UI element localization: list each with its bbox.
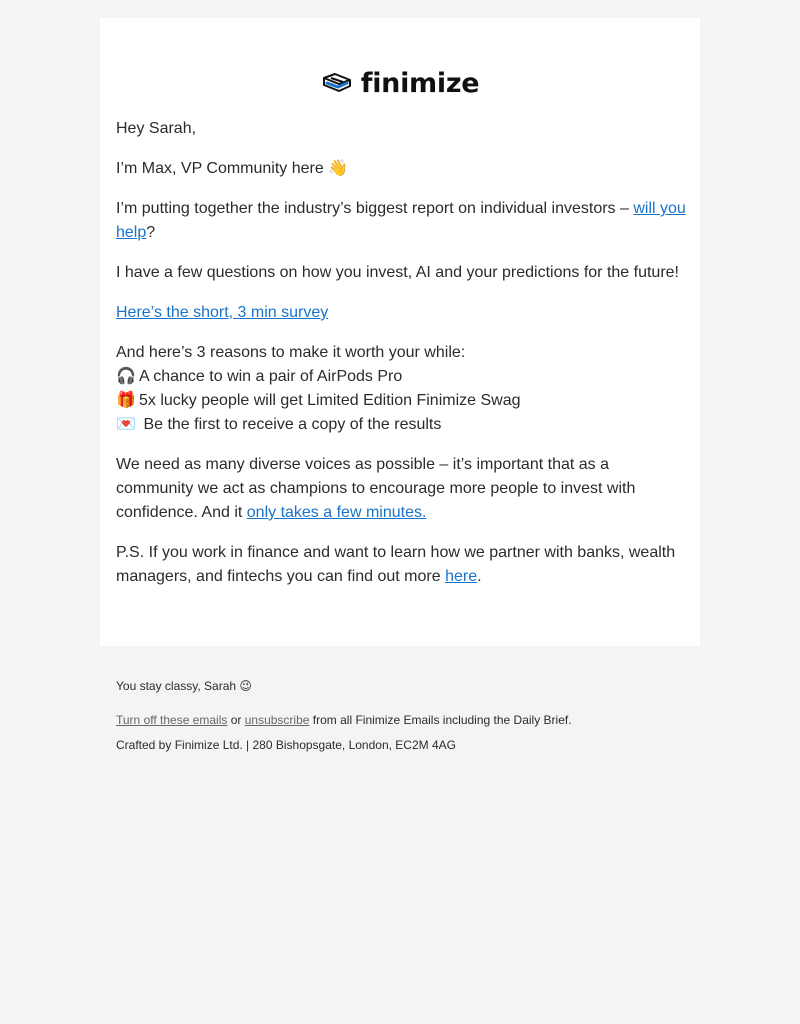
email-body bbox=[116, 117, 686, 605]
reasons-intro: And here’s 3 reasons to make it worth your while: bbox=[116, 344, 466, 361]
will-you-help-link[interactable]: will you help bbox=[116, 200, 686, 241]
unsubscribe-row: Turn off these emails or unsubscribe from all Finimize Emails including the Daily Brief. bbox=[116, 713, 572, 727]
questions-paragraph: I have a few questions on how you invest, AI and your predictions for the future! bbox=[116, 264, 679, 281]
finimize-logo-icon bbox=[321, 72, 353, 96]
survey-link[interactable]: Here’s the short, 3 min survey bbox=[116, 304, 329, 321]
email-footer bbox=[116, 676, 716, 755]
report-paragraph: I’m putting together the industry’s biggest report on individual investors – will you help? bbox=[116, 200, 686, 241]
reason-item: 🎧 A chance to win a pair of AirPods Pro bbox=[116, 368, 402, 385]
intro-line: I’m Max, VP Community here 👋 bbox=[116, 160, 349, 177]
diverse-voices-paragraph: We need as many diverse voices as possible – it’s important that as a community we act as champions to encourage more people to invest with confidence. And it only takes a few minutes. bbox=[116, 456, 636, 521]
turn-off-emails-link[interactable]: Turn off these emails bbox=[116, 713, 228, 727]
survey-paragraph bbox=[116, 301, 686, 325]
reason-item: 💌 Be the first to receive a copy of the results bbox=[116, 416, 441, 433]
company-address: Crafted by Finimize Ltd. | 280 Bishopsgate, London, EC2M 4AG bbox=[116, 738, 456, 752]
here-link[interactable]: here bbox=[445, 568, 478, 585]
love-letter-icon: 💌 bbox=[116, 416, 136, 433]
logo-wordmark: finimize bbox=[360, 68, 480, 99]
greeting: Hey Sarah, bbox=[116, 120, 197, 137]
few-minutes-link[interactable]: only takes a few minutes. bbox=[246, 504, 427, 521]
signoff: You stay classy, Sarah 😉 bbox=[116, 679, 252, 693]
ps-paragraph: P.S. If you work in finance and want to learn how we partner with banks, wealth managers, and fintechs you can find out more here. bbox=[116, 544, 676, 585]
reasons-paragraph bbox=[116, 341, 686, 437]
finimize-logo[interactable] bbox=[100, 68, 700, 100]
headphones-icon: 🎧 bbox=[116, 368, 136, 385]
email-card bbox=[100, 18, 700, 646]
reason-item: 🎁 5x lucky people will get Limited Edition Finimize Swag bbox=[116, 392, 521, 409]
gift-icon: 🎁 bbox=[116, 392, 136, 409]
unsubscribe-link[interactable]: unsubscribe bbox=[244, 713, 310, 727]
